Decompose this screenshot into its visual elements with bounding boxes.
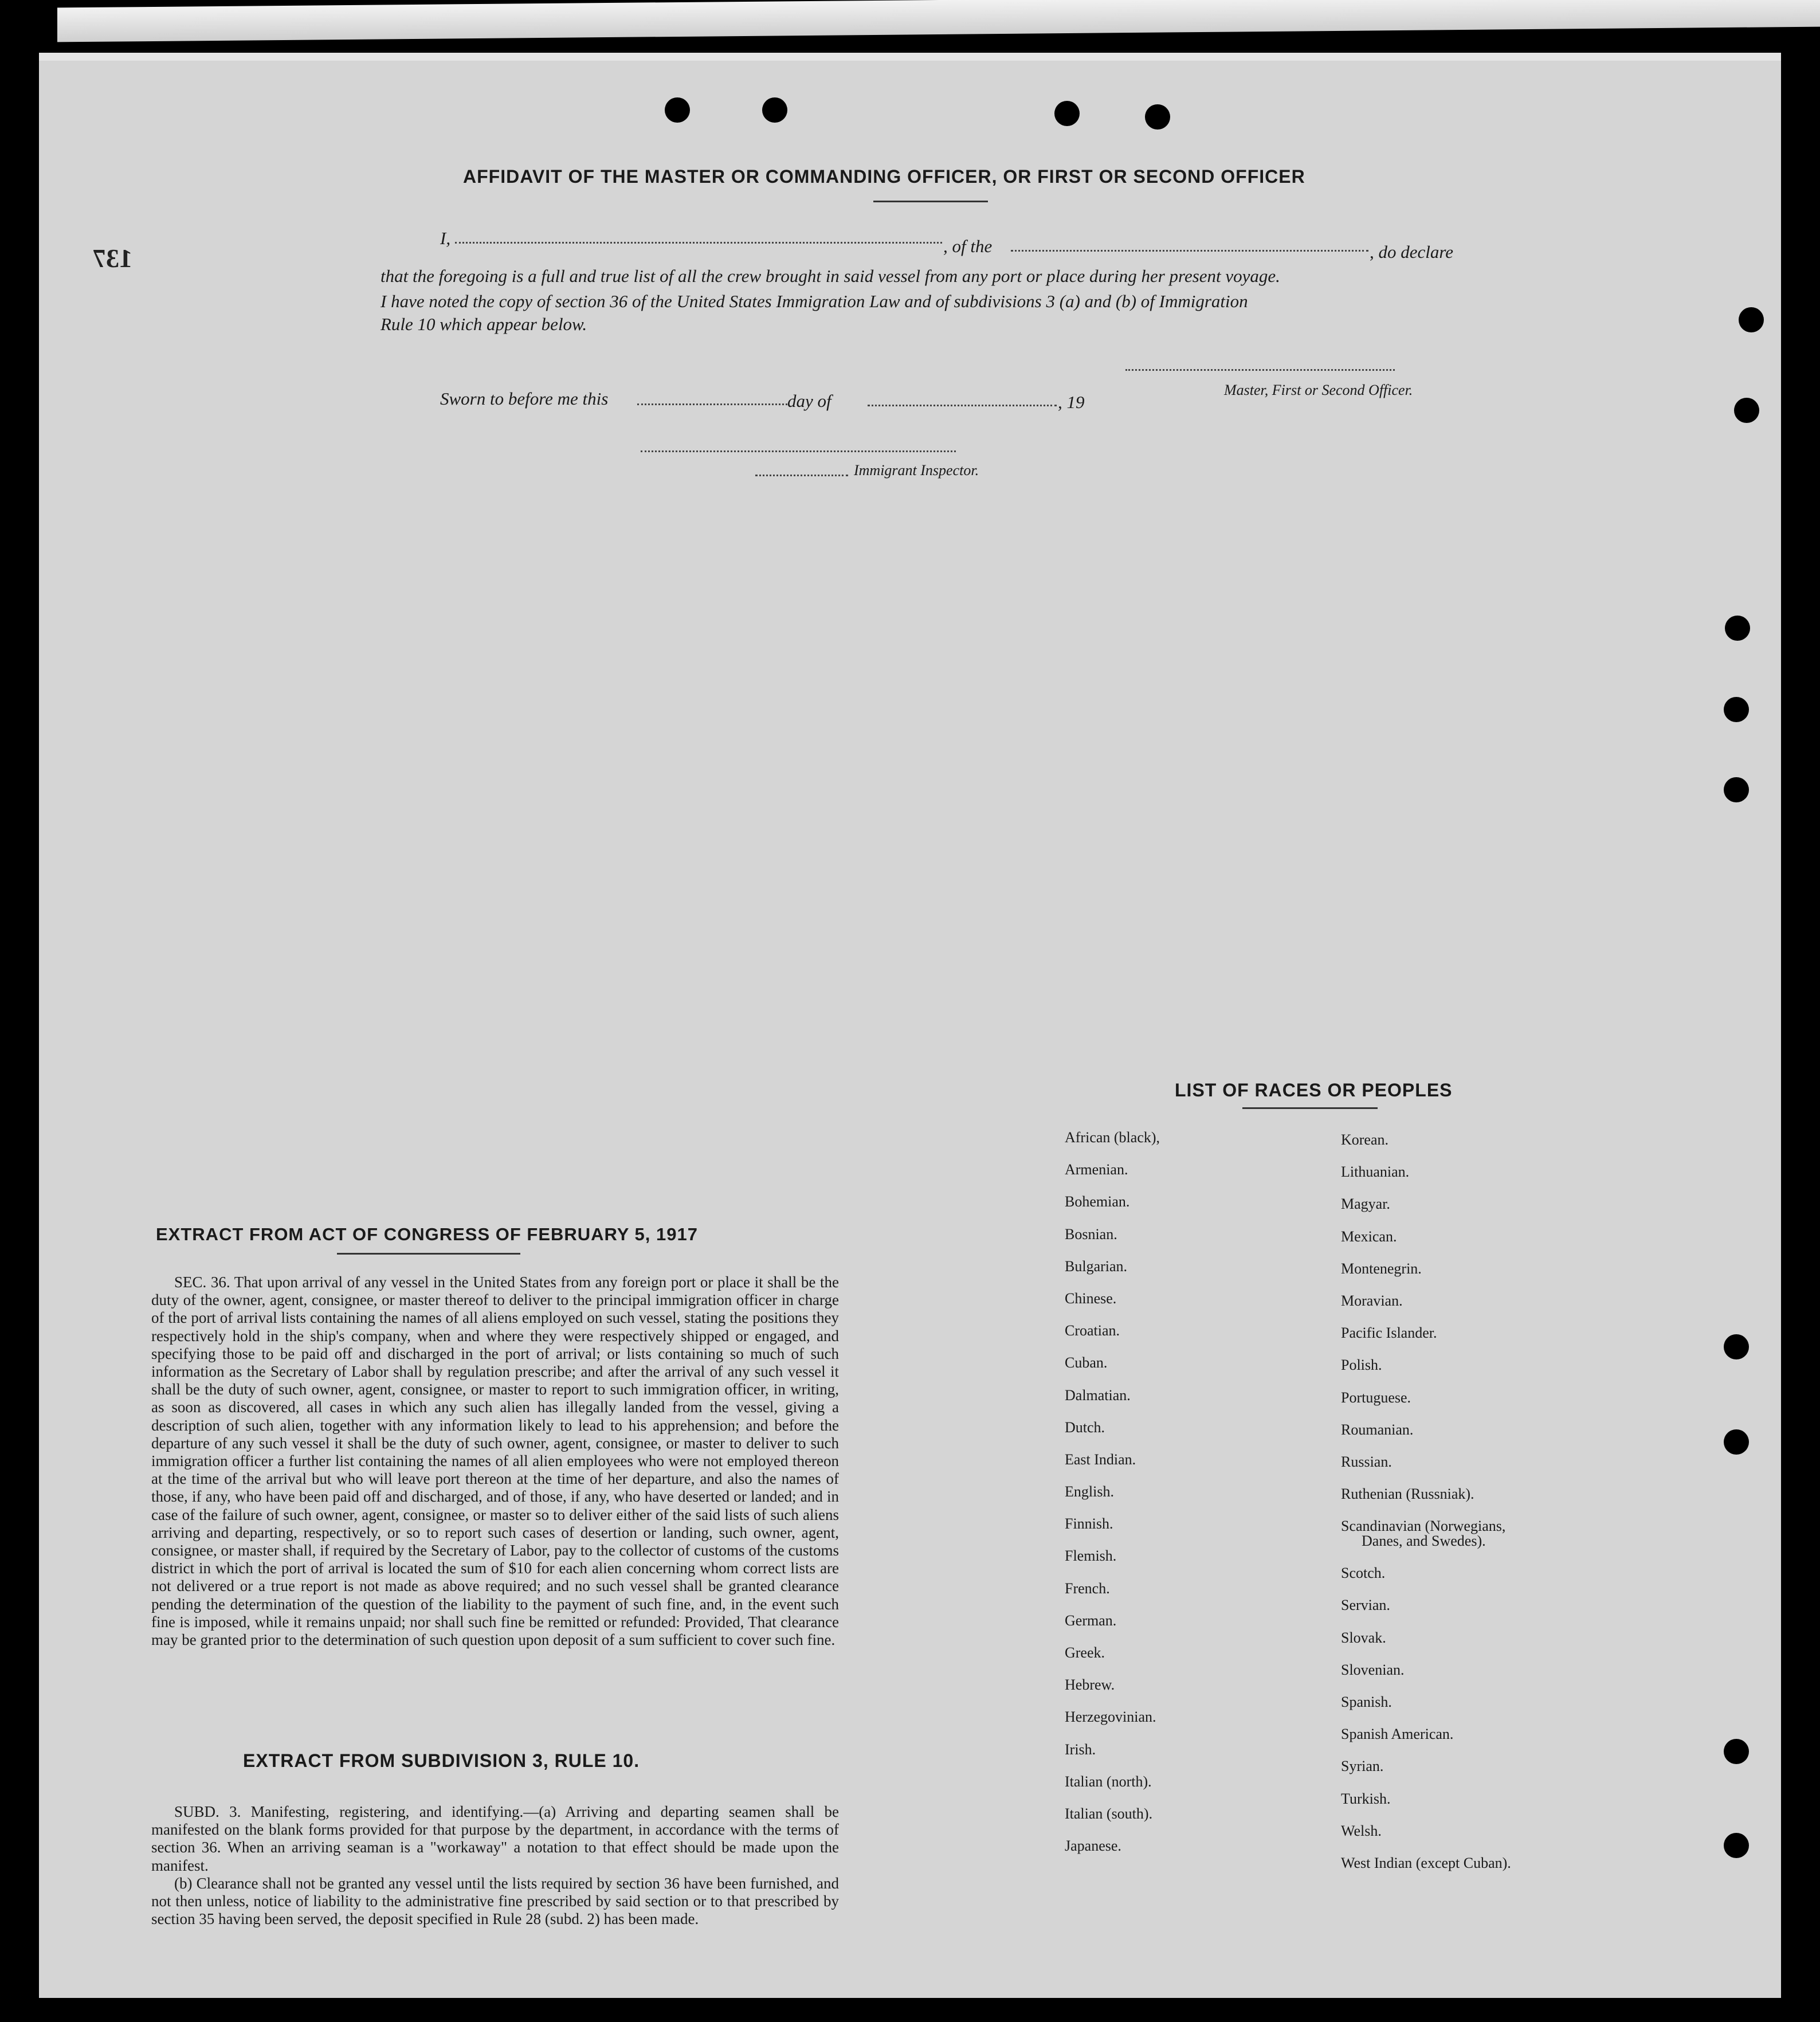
race-item: Bohemian.: [1065, 1193, 1130, 1210]
master-label: Master, First or Second Officer.: [1224, 382, 1413, 398]
document-page: [39, 53, 1781, 1998]
master-signature-field[interactable]: [1125, 369, 1395, 371]
affidavit-title: AFFIDAVIT OF THE MASTER OR COMMANDING OFFICER, OR FIRST OR SECOND OFFICER: [463, 166, 1305, 187]
race-item: Italian (south).: [1065, 1805, 1153, 1822]
affidavit-line2: that the foregoing is a full and true list of all the crew brought in said vessel from any port or place during her present voyage.: [381, 266, 1280, 286]
races-right-column: [1341, 1131, 1511, 1887]
sworn-month-field[interactable]: [868, 405, 1057, 406]
race-item: Russian.: [1341, 1453, 1392, 1470]
margin-number: 137: [93, 244, 132, 273]
race-item: English.: [1065, 1483, 1114, 1500]
extract-act-title: EXTRACT FROM ACT OF CONGRESS OF FEBRUARY 5, 1917: [156, 1224, 698, 1244]
race-item: Welsh.: [1341, 1822, 1382, 1839]
race-item: Dutch.: [1065, 1418, 1105, 1436]
race-item: Hebrew.: [1065, 1676, 1115, 1694]
race-item: Greek.: [1065, 1644, 1105, 1661]
subd-3b-text: (b) Clearance shall not be granted any vessel until the lists required by section 36 have been furnished, and not then unless, notice of liability to the administrative fine prescribed by said section or to that prescribed by section 35 having been served, the deposit specified in Rule 28 (subd. 2) has been made.: [151, 1874, 839, 1928]
race-item: Scandinavian (Norwegians,: [1341, 1518, 1506, 1535]
subd-3a-text: SUBD. 3. Manifesting, registering, and identifying.—(a) Arriving and departing seamen shall be manifested on the blank forms provided for that purpose by the department, in accordance with the terms of section 36. When an arriving seaman is a "workaway" a notation to that effect should be made upon the manifest.: [151, 1803, 839, 1874]
race-item: East Indian.: [1065, 1451, 1136, 1468]
extract-rule-text: [151, 1803, 839, 1928]
vessel-field[interactable]: [1011, 250, 1368, 252]
punch-hole: [1724, 1833, 1749, 1858]
inspector-dots: [755, 475, 848, 476]
race-item: Bulgarian.: [1065, 1257, 1128, 1275]
sworn-day-field[interactable]: [637, 403, 787, 405]
race-item: Finnish.: [1065, 1515, 1113, 1533]
affidavit-line4: Rule 10 which appear below.: [381, 314, 587, 334]
race-item: Armenian.: [1065, 1161, 1128, 1178]
punch-hole: [1725, 616, 1750, 641]
race-item: Montenegrin.: [1341, 1260, 1422, 1277]
affidavit-line3: I have noted the copy of section 36 of the United States Immigration Law and of subdivisions 3 (a) and (b) of Immigration: [381, 291, 1248, 311]
race-item: Mexican.: [1341, 1228, 1397, 1245]
name-field[interactable]: [455, 242, 942, 244]
race-item: German.: [1065, 1612, 1117, 1629]
race-item: Magyar.: [1341, 1196, 1390, 1213]
race-item: Moravian.: [1341, 1292, 1403, 1309]
race-item: African (black),: [1065, 1129, 1160, 1146]
punch-hole: [1724, 1739, 1749, 1764]
race-item: Bosnian.: [1065, 1225, 1117, 1243]
race-item: Dalmatian.: [1065, 1386, 1131, 1404]
affidavit-i: I,: [440, 228, 451, 248]
affidavit-of-the: , of the: [943, 236, 993, 256]
punch-hole: [1054, 101, 1080, 126]
race-item: West Indian (except Cuban).: [1341, 1854, 1511, 1871]
punch-hole: [762, 97, 787, 123]
race-item: Scotch.: [1341, 1565, 1386, 1582]
sworn-day-label: day of: [787, 391, 831, 411]
sworn-text: Sworn to before me this: [440, 389, 609, 409]
extract-act-text: [151, 1273, 839, 1649]
race-item: Roumanian.: [1341, 1421, 1414, 1438]
race-item: Spanish.: [1341, 1694, 1392, 1710]
punch-hole: [1724, 777, 1749, 802]
race-item: Servian.: [1341, 1597, 1390, 1614]
race-item: Flemish.: [1065, 1547, 1117, 1565]
races-rule: [1242, 1107, 1378, 1109]
sworn-year-label: , 19: [1058, 392, 1085, 412]
section-36-text: SEC. 36. That upon arrival of any vessel in the United States from any foreign port or place it shall be the duty of the owner, agent, consignee, or master thereof to deliver to the principal immigration officer in charge of the port of arrival lists containing the names of all aliens employed on such vessel, stating the positions they respectively hold in the ship's company, when and where they were respectively shipped or engaged, and specifying those to be paid off and discharged in the port of arrival; or lists containing so much of such information as the Secretary of Labor shall by regulation prescribe; and after the arrival of any such vessel it shall be the duty of such owner, agent, consignee, or master to report to such immigration officer, in writing, as soon as discovered, all cases in which any such alien has illegally landed from the vessel, giving a description of such alien, together with any information likely to lead to his apprehension; and before the departure of any such vessel it shall be the duty of such owner, agent, consignee, or master to deliver to such immigration officer a further list containing the names of all alien employees who were not employed thereon at the time of the arrival but who will leave port thereon at the time of her departure, and also the names of those, if any, who have been paid off and discharged, and of those, if any, who have deserted or landed; and in case of the failure of such owner, agent, consignee, or master so to deliver either of the said lists of such aliens arriving and departing, respectively, or so to report such cases of desertion or landing, such owner, agent, consignee, or master shall, if required by the Secretary of Labor, pay to the collector of customs of the customs district in which the port of arrival is located the sum of $10 for each alien concerning whom correct lists are not delivered or a true report is not made as above required; and no such vessel shall be granted clearance pending the determination of the question of the liability to the payment of such fine, and, in the event such fine is imposed, while it remains unpaid; nor shall such fine be remitted or refunded: Provided, That clearance may be granted prior to the determination of such question upon deposit of a sum sufficient to cover such fine.: [151, 1273, 839, 1649]
race-item: Ruthenian (Russniak).: [1341, 1486, 1474, 1503]
punch-hole: [1734, 398, 1759, 423]
race-item: Polish.: [1341, 1357, 1382, 1374]
race-item: Spanish American.: [1341, 1726, 1454, 1743]
race-item: Cuban.: [1065, 1354, 1108, 1371]
race-item: French.: [1065, 1580, 1110, 1597]
race-item: Slovak.: [1341, 1629, 1386, 1646]
page-edge-strip: [57, 0, 1820, 42]
inspector-label: Immigrant Inspector.: [854, 462, 979, 479]
race-item: Portuguese.: [1341, 1389, 1411, 1406]
race-item: Korean.: [1341, 1131, 1389, 1148]
race-item: Chinese.: [1065, 1290, 1117, 1307]
punch-hole: [1724, 1334, 1749, 1359]
race-item: Japanese.: [1065, 1837, 1121, 1855]
title-rule: [873, 201, 988, 202]
punch-hole: [665, 97, 690, 123]
race-item: Slovenian.: [1341, 1661, 1405, 1678]
races-title: LIST OF RACES OR PEOPLES: [1175, 1080, 1453, 1100]
race-item: Turkish.: [1341, 1790, 1391, 1807]
extract-act-rule: [337, 1253, 520, 1255]
race-item: Lithuanian.: [1341, 1163, 1410, 1181]
punch-hole: [1724, 697, 1749, 722]
punch-hole: [1724, 1429, 1749, 1455]
race-item: Italian (north).: [1065, 1773, 1152, 1790]
race-item: Irish.: [1065, 1741, 1096, 1758]
affidavit-declare: , do declare: [1370, 242, 1454, 262]
extract-rule-title: EXTRACT FROM SUBDIVISION 3, RULE 10.: [243, 1750, 640, 1771]
race-item: Croatian.: [1065, 1322, 1120, 1339]
race-item: Syrian.: [1341, 1758, 1384, 1775]
punch-hole: [1739, 307, 1764, 332]
race-item: Pacific Islander.: [1341, 1325, 1437, 1342]
race-item: Herzegovinian.: [1065, 1708, 1156, 1726]
races-left-column: [1065, 1129, 1160, 1870]
punch-hole: [1145, 104, 1170, 130]
inspector-signature-field[interactable]: [641, 450, 956, 452]
race-item: Danes, and Swedes).: [1362, 1533, 1486, 1550]
